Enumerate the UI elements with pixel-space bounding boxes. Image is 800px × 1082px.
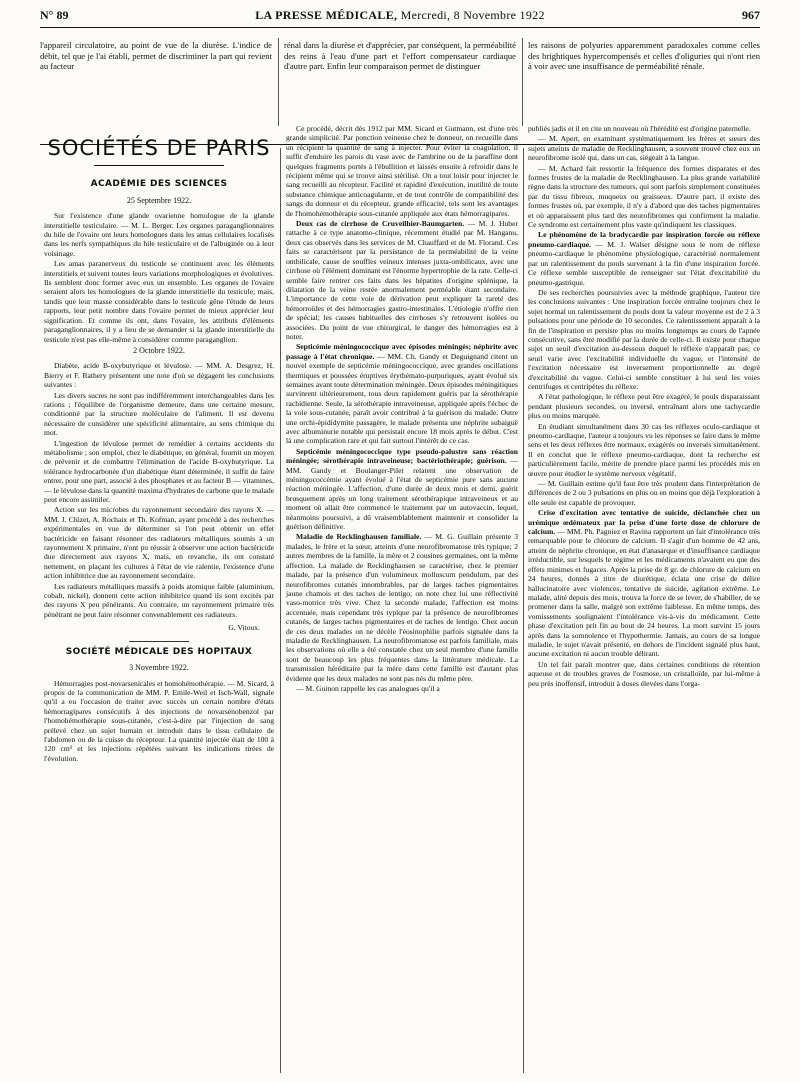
society-heading: ACADÉMIE DES SCIENCES bbox=[90, 179, 228, 190]
page-number: 967 bbox=[742, 8, 760, 22]
paragraph: — M. Apert, en examinant systématiquement les frères et sœurs des sujets atteints de maladie de Recklinghausen, a souvent trouvé chez eux un neurofibrome isolé qui, dans un cas, siégeait à la langue. bbox=[528, 134, 760, 163]
continuation-column-2 bbox=[284, 40, 516, 73]
session-date: 3 Novembre 1922. bbox=[129, 663, 189, 673]
continuation-column-3 bbox=[528, 40, 760, 73]
paragraph: — M. Guillain estime qu'il faut être très prudent dans l'interprétation de différences de 2 ou 3 pulsations en plus ou en moins que déjà l'exploration à elle seule est capable de provoquer. bbox=[528, 479, 760, 507]
session-date: 25 Septembre 1922. bbox=[126, 195, 192, 205]
continuation-band bbox=[40, 32, 760, 132]
paragraph: En étudiant simultanément dans 30 cas les réflexes oculo-cardiaque et pneumo-cardiaque, l'auteur a toujours vu les réponses se faire dans le même sens et les deux réflexes être normaux, exagérés ou inversés simultanément. Il en conclut que le réflexe pneumo-cardiaque, dont la recherche est particulièrement facile, mérite de prendre place parmi les procédés mis en œuvre pour étudier le système nerveux végétatif. bbox=[528, 421, 760, 478]
column-rule bbox=[523, 148, 524, 1073]
session-date: 2 Octobre 1922. bbox=[133, 345, 185, 355]
paragraph: Ce procédé, décrit dès 1912 par MM. Sicard et Gutmann, est d'une très grande simplicité. Par ponction veineuse chez le donneur, on recueille dans un récipient la quantité de sang à injecter. Pour éviter la coagulation, il suffit d'enduire les parois du vase avec de l'ambrine ou de la paraffine dont quelques fragments portés à l'ébullition et laissés ensuite à refroidir dans le récipient même qui se trouve ainsi stérilisé. On a tout loisir pour injecter le sang recueilli au récepteur. Facilité et rapidité d'exécution, inutilité de toute substance chimique anticoagulante, et de tout contrôle de compatibilité des sangs du donneur et du récepteur, grande efficacité, tels sont les avantages de l'homohémothérapie sous-cutanée appliquée aux états hémorragipares. bbox=[286, 124, 518, 218]
article-heading: Crise d'excitation avec tentative de suicide, déclanchée chez un urémique œdémateux par la prise d'une forte dose de chlorure de calcium. bbox=[528, 508, 760, 537]
paragraph: Les radiateurs métalliques massifs à poids atomique faible (aluminium, cobalt, nickel), donnent cette action inhibitrice quand ils sont excités par des rayons X peu pénétrants. Au contraire, un rayonnement primaire très pénétrant ne peut faire résonner convenablement ces radiateurs. bbox=[44, 581, 274, 619]
title-rule bbox=[94, 165, 224, 166]
paragraph: Les amas paranerveux du testicule se continuent avec les éléments interstitiels et suivent toutes leurs variations morphologiques et évolutives. Ils semblent donc former avec eux un ensemble. Les organes de l'ovaire seraient alors les homologues de la glande interstitielle du testicule; mais, tandis que leur masse considérable dans le testicule gêne l'étude de leurs rapports, leur petit nombre dans l'ovaire permet de mieux apprécier leur signification. Et comme ils ont, dans l'ovaire, les attributs d'éléments paraganglionnaires, il y a lieu de se demander si la glande interstitielle du testicule n'est pas elle-même à considérer comme paraganglion. bbox=[44, 259, 274, 344]
paragraph: Les divers sucres ne sont pas indifféremment interchangeables dans les rations ; l'équilibre de l'organisme demeure, dans une certaine mesure, conditionné par la structure moléculaire de l'aliment. Il est devenu nécessaire de considérer une spécificité alimentaire, au sens chimique du mot. bbox=[44, 390, 274, 438]
article-heading: Septicémie méningococcique avec épisodes méningés; néphrite avec passage à l'état chronique. bbox=[286, 342, 518, 361]
paragraph: — MM. Gandy et Boulanger-Pilet relatent une observation de méningococcémie ayant évolué à l'état de septicémie pure sans aucune réaction méningée. L'affection, d'une durée de deux mois et demi, guérit brusquement après un long traitement sérothérapique intraveineux et au moment où allait être commencé le traitement par un autovaccin, lequel, néanmoins poursuivi, a dû vraisemblablement maintenir et consolider la guérison définitive. bbox=[286, 456, 519, 532]
paragraph: publiés jadis et il en cite un nouveau où l'hérédité est d'origine paternelle. bbox=[528, 124, 751, 133]
paragraph: Hémorragies post-novarsenicales et homohémothérapie. — M. Sicard, à propos de la communication de MM. P. Emile-Weil et Isch-Wall, signale qu'il a eu l'occasion de traiter avec succès un certain nombre d'états hémorragipares consécutifs à des injections de novarsénobenzol par l'homohémothérapie sous-cutanée, c'est-à-dire par l'injection de sang prélevé chez un sujet humain et introduit dans le tissu cellulaire de l'abdomen ou de la cuisse du récepteur. La quantité injectée était de 100 à 120 cm³ et les injections répétées suivant les indications tirées de l'évolution. bbox=[44, 678, 274, 763]
paragraph: — M. Achard fait ressortir la fréquence des formes disparates et des formes frustes de la maladie de Recklinghausen. La plus grande variabilité règne dans la structure des tumeurs, qui sont parfois simplement constituées par du tissu fibreux, muqueux ou graisseux. D'autre part, il existe des formes frustes où, par exemple, il n'y a d'abord que des taches pigmentaires et où apparaissent plus tard des neurofibromes qui confirment la maladie. Ce syndrome est certainement plus vaste qu'indiquent les classiques. bbox=[528, 163, 760, 230]
column-rule bbox=[522, 38, 523, 126]
article-heading: Deux cas de cirrhose de Cruveilhier-Baumgarten. bbox=[296, 219, 465, 229]
section-title: SOCIÉTÉS DE PARIS bbox=[47, 136, 271, 160]
paragraph: — M. G. Guillain présente 3 malades, le frère et la sœur, atteints d'une neurofibromatose très typique; 2 autres membres de la famille, la mère et 2 cousines germaines, ont la même affection. La malade de Recklinghausen se caractérise, chez le premier malade, par la présence d'un volumineux molluscum pendulum, par des neurofibromes cutanés innombrables, par de larges taches pigmentaires jaune chamois et des taches de lentigo; on note chez lui une réflectivité vaso-motrice très vive. Chez la seconde malade, l'affection est moins accentuée, mais cependant très typique par la présence de neurofibromes cutanés, de larges taches pigmentaires et de taches de lentigo. Chez aucun de ces deux malades on ne décèle l'éosinophilie parfois signalée dans la maladie de Recklinghausen. La neurofibromatose est parfois familiale, mais les observations où elle a été constatée chez un seul membre d'une famille sont de beaucoup les plus fréquentes dans la littérature médicale. La transmission héréditaire par la mère dans cette famille est d'autant plus évidente que les deux malades ne sont pas nés du même père. bbox=[286, 532, 518, 683]
issue-date: Mercredi, 8 Novembre 1922 bbox=[400, 8, 545, 22]
continuation-text: les raisons de polyuries apparemment paradoxales comme celles des brightiques hypercompensés et celles d'oliguries qui n'ont rien à voir avec une insuffisance de perméabilité rénale. bbox=[528, 40, 760, 72]
continuation-text: l'appareil circulatoire, au point de vue de la diurèse. L'indice de débit, tel que je l'ai établi, permet de discriminer la part qui revient au facteur bbox=[40, 40, 272, 72]
article-heading: Septicémie méningococcique type pseudo-palustre sans réaction méningée; sérothérapie intraveineuse; bactériothérapie; guérison. bbox=[286, 446, 518, 466]
continuation-text: rénal dans la diurèse et d'apprécier, par conséquent, la perméabilité des reins à l'eau d'une part et l'effort compensateur cardiaque d'autre part. Enfin leur comparaison permet de distinguer bbox=[284, 40, 516, 72]
paragraph: — MM. Ph. Pagniez et Ravina rapportent un fait d'intolérance très remarquable pour le chlorure de calcium. Il s'agit d'un homme de 42 ans, atteint de néphrite chronique, en état d'anasarque et d'insuffisance cardiaque irréductible, sur lesquels le régime et les médicaments n'avaient eu que des effets minimes et fugaces. Après la prise de 8 gr. de chlorure de calcium en 24 heures, donnés à titre de diurétique, éclata une crise de délire hallucinatoire avec violences, tentative de suicide, agitation extrême. Le malade, alité depuis des mois, trouva la force de se lever, de s'habiller, de se promener dans la salle, malgré son extrême faiblesse. En même temps, des vomissements soulignaient l'intolérance vis-à-vis du médicament. Cette phase d'excitation prit fin au bout de 24 heures. La mort survint 15 jours après dans la somnolence et l'hypothermie. Jamais, au cours de sa longue maladie, le sujet n'avait présenté, en dehors de l'incident signalé plus haut, aucune excitation ni aucun trouble délirant. bbox=[528, 527, 760, 659]
column-2 bbox=[286, 124, 518, 694]
paragraph: — M. Guinon rappelle les cas analogues qu'il a bbox=[296, 683, 440, 693]
column-rule bbox=[280, 148, 281, 1073]
article-heading: Maladie de Recklinghausen familiale. bbox=[296, 532, 422, 542]
journal-title: LA PRESSE MÉDICALE, bbox=[255, 8, 398, 22]
journal-header bbox=[40, 8, 760, 23]
paragraph: — M. J. Walser désigne sous le nom de réflexe pneumo-cardiaque le phénomène physiologique, caractérisé normalement par un ralentissement du pouls survenant à la fin d'une inspiration forcée. Ce réflexe semble susceptible de renseigner sur l'état d'excitabilité du pneumo-gastrique. bbox=[528, 239, 760, 287]
paragraph: Diabète, acide B-oxybutyrique et lévulose. — MM. A. Desgrez, H. Bierry et F. Rathery présentent une note d'où se dégagent les conclusions suivantes : bbox=[44, 361, 274, 390]
running-head bbox=[40, 6, 760, 28]
paragraph: — M. J. Huber rattache à ce type anatomo-clinique, récemment étudié par M. Hanganu, deux cas observés dans les services de M. Chauffard et de M. Florand. Ces faits se caractérisent par la persistance de la perméabilité de la veine ombilicale, cause de souffles veineux intenses juxta-ombilicaux, avec une cirrhose où l'élément dominant est l'énorme hypertrophie de la rate. Celle-ci semble faire rentrer ces faits dans les hépatites d'origine splénique, la dilatation de la veine restée anormalement perméable étant secondaire. L'importance de cette voie de dérivation peut expliquer la rareté des hémorroïdes et des hémorragies gastro-intestinales. L'étiologie n'offre rien de spécial; les causes habituelles des cirrhoses s'y retrouvent isolées ou associées. Du point de vue chirurgical, le danger des hémorragies est à noter. bbox=[286, 219, 518, 341]
paragraph: L'ingestion de lévulose permet de remédier à certains accidents du métabolisme ; son emploi, chez le diabétique, en général, fournit un moyen de prévenir et de combattre l'élimination de l'acide B-oxybutyrique. La tolérance hydrocarbonée d'un diabétique étant déterminée, il suffit de faire entrer, pour une part, associé à des phosphates et au facteur B — vitamines, — le lévulose dans la quantité maxima d'hydrates de carbone que le malade peut encore assimiler. bbox=[44, 438, 274, 504]
continuation-column-1 bbox=[40, 40, 272, 73]
column-3 bbox=[528, 124, 760, 689]
paragraph: A l'état pathologique, le réflexe peut être exagéré, le pouls disparaissant pendant plusieurs secondes, ou inversé, entraînant alors une tachycardie plus ou moins marquée. bbox=[528, 392, 760, 421]
paragraph: Un tel fait paraît montrer que, dans certaines conditions de rétention aqueuse et de troubles graves de l'osmose, un cristalloïde, par lui-même à peu près inoffensif, introduit à doses élevées dans l'orga- bbox=[528, 659, 760, 688]
signature: G. Vitoux. bbox=[228, 623, 260, 633]
paragraph: De ses recherches poursuivies avec la méthode graphique, l'auteur tire les conclusions suivantes : Une inspiration forcée entraîne toujours chez le sujet normal un ralentissement du pouls dont la valeur moyenne est de 2 à 3 pulsations pour une période de 10 secondes. Ce ralentissement apparaît à la fin de l'inspiration et persiste plus ou moins longtemps au cours de l'apnée consécutive, sans être modifié par la durée de celle-ci. Il existe pour chaque sujet un seuil d'excitation au-dessous duquel le réflexe n'apparaît pas; ce seuil varie avec l'excitabilité individuelle du vague, et l'intensité de l'excitation nécessaire est inversement proportionnelle au degré d'excitabilité du vague. Celui-ci semble constituer à lui seul les voies centrifuges et centripètes du réflexe. bbox=[528, 287, 760, 391]
paragraph: — MM. Ch. Gandy et Deguignand citent un nouvel exemple de septicémie méningococcique, avec grandes oscillations thermiques et poussées éruptives érythémato-purpuriques, ayant évolué six semaines avant toute détermination méningée. Deux épisodes méningitiques survinrent ultérieurement, tous deux rapidement guéris par la sérothérapie rachidienne. Seule, la sérothérapie intraveineuse, appliquée après l'échec de la voie sous-cutanée, paraît avoir contribué à la guérison du malade. Outre une orchi-épididymite passagère, le malade présenta une néphrite subaiguë avec albuminurie notable qui persistait encore 18 mois après le début. C'est là une complication rare et qui fait surtout l'intérêt de ce cas. bbox=[286, 351, 518, 446]
issue-number: N° 89 bbox=[40, 8, 69, 22]
separator bbox=[129, 641, 189, 642]
society-heading: SOCIÉTÉ MÉDICALE DES HOPITAUX bbox=[65, 646, 253, 657]
column-1 bbox=[44, 124, 274, 764]
article-heading: Le phénomène de la bradycardie par inspiration forcée ou réflexe pneumo-cardiaque. bbox=[528, 230, 760, 249]
paragraph: Action sur les microbes du rayonnement secondaire des rayons X. — MM. J. Clüzet, A. Rochaix et Th. Kofman, ayant procédé à des recherches expérimentales en vue de déterminer si l'on peut obtenir un effet bactéricide en faisant résonner des radiateurs métalliques soumis à un rayonnement X primaire, n'ont pu réussir à observer une action bactéricide due directement aux rayons X, mais, en revanche, ils ont constaté nettement, en plaçant les cultures à l'état de vie ralentie, l'existence d'une action inhibitrice due au rayonnement secondaire. bbox=[44, 505, 274, 581]
column-rule bbox=[278, 38, 279, 126]
paragraph: Sur l'existence d'une glande ovarienne homologue de la glande interstitielle testiculaire. — M. L. Berger. Les organes paraganglionnaires du hile de l'ovaire ont leurs homologues dans les amas cellulaires localisés dans les nerfs sympathiques du hile testiculaire et de l'albuginée ou à leur voisinage. bbox=[44, 211, 274, 258]
